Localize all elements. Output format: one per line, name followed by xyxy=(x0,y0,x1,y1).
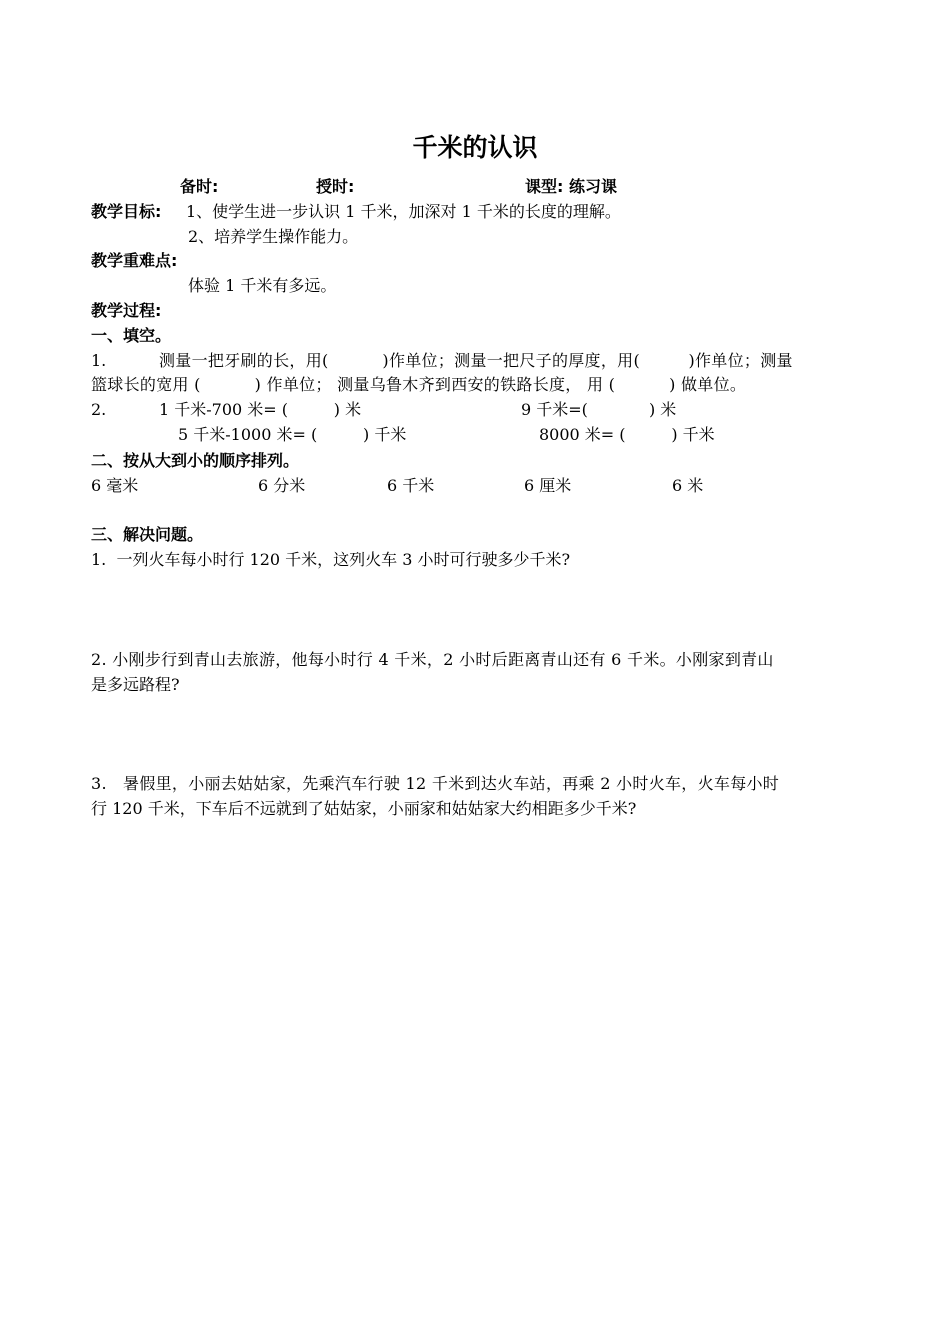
order-item: 6 米 xyxy=(672,476,704,495)
conversion-b: 9 千米=( ) 米 xyxy=(521,400,677,419)
conversion-a: 1 千米-700 米= ( ) 米 xyxy=(159,400,362,419)
problem-2-line-1: 2. 小刚步行到青山去旅游，他每小时行 4 千米，2 小时后距离青山还有 6 千米。小刚家到青山 xyxy=(91,650,774,669)
page-title: 千米的认识 xyxy=(412,133,538,162)
order-item: 6 千米 xyxy=(387,476,435,495)
teach-time-label: 授时: xyxy=(316,177,355,196)
order-item: 6 毫米 xyxy=(91,476,139,495)
section3-heading: 三、解决问题。 xyxy=(91,525,204,544)
question-1-line-2: 篮球长的宽用 ( ) 作单位； 测量乌鲁木齐到西安的铁路长度， 用 ( ) 做单位。 xyxy=(91,375,747,394)
conversion-c: 5 千米-1000 米= ( ) 千米 xyxy=(178,425,407,444)
goal-item-2: 2、培养学生操作能力。 xyxy=(188,227,359,246)
question-number: 1. xyxy=(91,351,107,370)
section2-heading: 二、按从大到小的顺序排列。 xyxy=(91,451,300,470)
order-item: 6 分米 xyxy=(258,476,306,495)
problem-2-line-2: 是多远路程? xyxy=(91,675,180,694)
question-number: 2. xyxy=(91,400,107,419)
process-label: 教学过程: xyxy=(91,301,162,320)
goals-label: 教学目标: xyxy=(91,202,162,221)
conversion-d: 8000 米= ( ) 千米 xyxy=(539,425,715,444)
goal-item-1: 1、使学生进一步认识 1 千米，加深对 1 千米的长度的理解。 xyxy=(186,202,621,221)
keypoints-content: 体验 1 千米有多远。 xyxy=(188,276,337,295)
question-1-line-1: 测量一把牙刷的长，用( )作单位；测量一把尺子的厚度，用( )作单位；测量 xyxy=(159,351,793,370)
problem-1: 1. 一列火车每小时行 120 千米，这列火车 3 小时可行驶多少千米? xyxy=(91,550,571,569)
lesson-type: 课型: 练习课 xyxy=(525,177,617,196)
order-item: 6 厘米 xyxy=(524,476,572,495)
prep-time-label: 备时: xyxy=(180,177,219,196)
keypoints-label: 教学重难点: xyxy=(91,251,178,270)
problem-3-line-1: 3. 暑假里，小丽去姑姑家，先乘汽车行驶 12 千米到达火车站，再乘 2 小时火车，火车每小时 xyxy=(91,774,780,793)
section1-heading: 一、填空。 xyxy=(91,326,172,345)
problem-3-line-2: 行 120 千米，下车后不远就到了姑姑家，小丽家和姑姑家大约相距多少千米? xyxy=(91,799,637,818)
